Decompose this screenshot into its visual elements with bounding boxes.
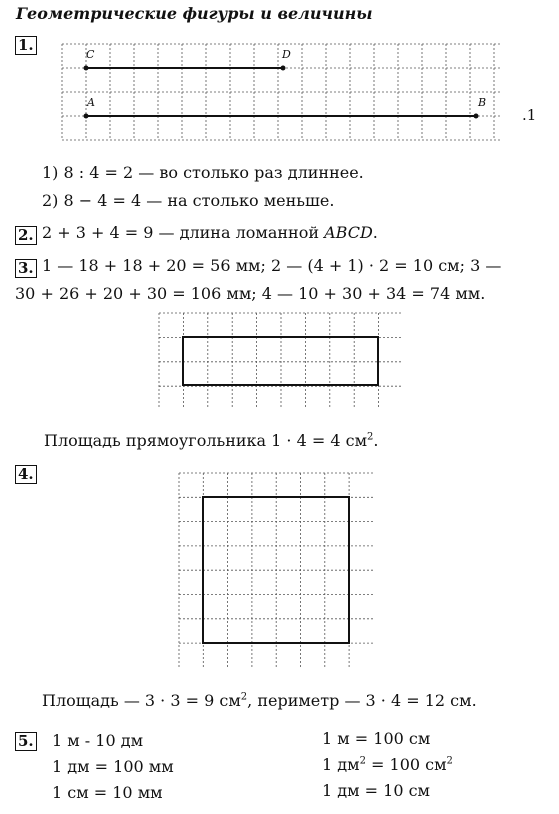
task-4-result-a: Площадь — 3 · 3 = 9 см (42, 691, 241, 710)
task-5-left-3: 1 см = 10 мм (52, 783, 163, 802)
task-5-right-2-b: = 100 см (365, 755, 447, 774)
task-2-text-end: . (372, 223, 378, 242)
task-4-result (42, 691, 477, 710)
task-4-result-sup: 2 (240, 691, 248, 703)
task-5-right-1: 1 м = 100 см (322, 729, 431, 748)
task-3-area-end: . (373, 431, 379, 450)
task-2-text-main: 2 + 3 + 4 = 9 — длина ломанной (42, 223, 325, 242)
task-3-area-sup: 2 (367, 431, 374, 443)
label-c: C (86, 48, 95, 61)
task-4-result-b: , периметр — 3 · 4 = 12 см. (247, 691, 477, 710)
task-3-line-1: 1 — 18 + 18 + 20 = 56 мм; 2 — (4 + 1) · 2 = 10 см; 3 — (42, 256, 502, 275)
task-4-grid (179, 473, 373, 667)
label-b: B (478, 96, 487, 109)
task-5-right-3: 1 дм = 10 см (322, 781, 430, 800)
task-5-right-2-a: 1 дм (322, 755, 360, 774)
task-4-number: 4. (15, 465, 37, 484)
task-2-number: 2. (15, 226, 37, 245)
task-3-area-text: Площадь прямоугольника 1 · 4 = 4 см (44, 431, 368, 450)
page-title: Геометрические фигуры и величины (16, 4, 373, 23)
task-5-left-1: 1 м - 10 дм (52, 731, 144, 750)
task-3-number: 3. (15, 259, 37, 278)
task-1-line-2: 2) 8 − 4 = 4 — на столько меньше. (42, 191, 335, 210)
task-3-line-2: 30 + 26 + 20 + 30 = 106 мм; 4 — 10 + 30 + 34 = 74 мм. (15, 284, 486, 303)
label-d: D (282, 48, 291, 61)
task-1-number: 1. (15, 36, 37, 55)
task-5-right-2-sup1: 2 (359, 755, 366, 767)
margin-mark: .1 (522, 106, 537, 124)
label-a: A (87, 96, 95, 109)
task-5-right-2-sup2: 2 (446, 755, 453, 767)
task-5-right-2 (322, 755, 453, 774)
task-2-polyline-name: ABCD (324, 223, 373, 242)
task-1-line-1: 1) 8 : 4 = 2 — во столько раз длиннее. (42, 163, 364, 182)
task-5-left-2: 1 дм = 100 мм (52, 757, 174, 776)
task-5-number: 5. (15, 732, 37, 751)
